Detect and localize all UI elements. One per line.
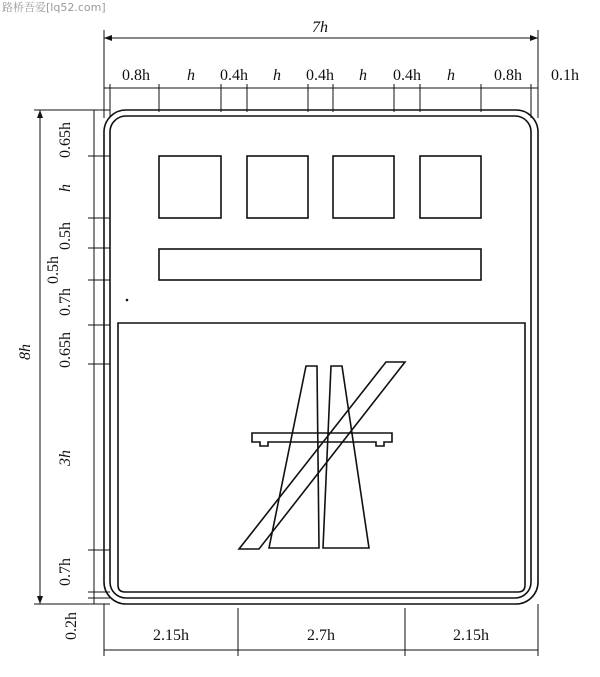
top-seg-2: 0.4h xyxy=(220,67,248,84)
route-box-3 xyxy=(333,156,394,218)
bottom-segment-dimensions xyxy=(104,604,538,656)
expressway-symbol xyxy=(252,366,392,548)
cancellation-stroke xyxy=(239,362,405,549)
top-seg-0: 0.8h xyxy=(122,67,150,84)
top-seg-3: h xyxy=(273,67,281,84)
left-seg-3: 0.5h xyxy=(45,256,62,284)
speck xyxy=(126,299,129,302)
left-seg-0: 0.65h xyxy=(57,122,74,158)
left-seg-8: 0.2h xyxy=(63,612,80,640)
top-seg-6: 0.4h xyxy=(393,67,421,84)
top-seg-5: h xyxy=(359,67,367,84)
route-box-2 xyxy=(247,156,308,218)
bottom-seg-2: 2.15h xyxy=(453,627,489,644)
route-number-boxes xyxy=(159,156,481,218)
route-box-1 xyxy=(159,156,221,218)
top-seg-7: h xyxy=(447,67,455,84)
route-box-4 xyxy=(420,156,481,218)
sign-panel xyxy=(104,110,538,604)
top-seg-9: 0.1h xyxy=(551,67,579,84)
left-segment-dimensions xyxy=(45,110,110,640)
top-seg-8: 0.8h xyxy=(494,67,522,84)
overall-height-label: 8h xyxy=(17,344,34,360)
left-seg-2: 0.5h xyxy=(57,222,74,250)
bottom-seg-0: 2.15h xyxy=(153,627,189,644)
symbol-panel xyxy=(118,323,525,592)
top-seg-4: 0.4h xyxy=(306,67,334,84)
name-bar xyxy=(159,249,481,280)
top-seg-1: h xyxy=(187,67,195,84)
left-seg-7: 0.7h xyxy=(57,558,74,586)
overall-width-label: 7h xyxy=(312,19,328,36)
watermark-text: 路桥吾爱[lq52.com] xyxy=(2,1,106,14)
left-seg-1: h xyxy=(57,184,74,192)
left-seg-6: 3h xyxy=(57,450,74,466)
bottom-seg-1: 2.7h xyxy=(307,627,335,644)
left-seg-5: 0.65h xyxy=(57,332,74,368)
left-seg-4: 0.7h xyxy=(57,288,74,316)
